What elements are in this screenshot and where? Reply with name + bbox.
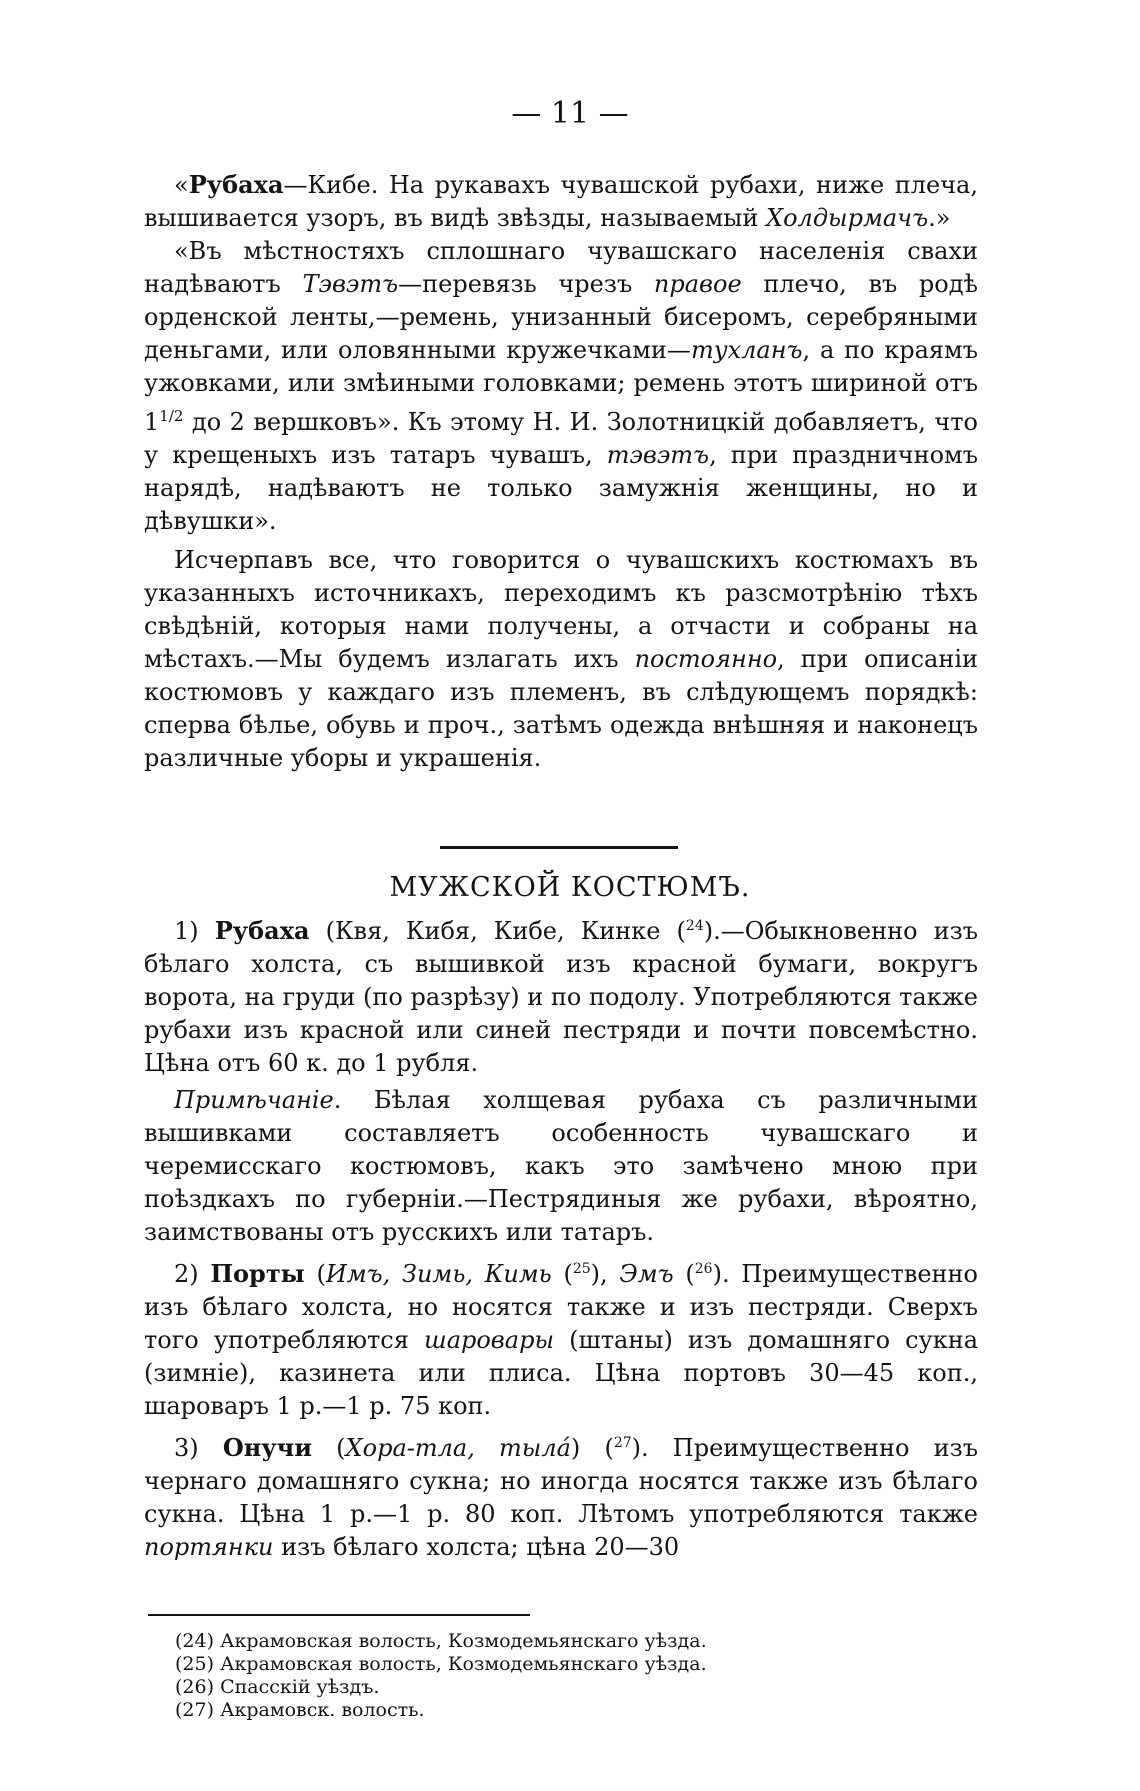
footnotes <box>175 1630 707 1722</box>
footnote: (27) Акрамовск. волость. <box>175 1699 425 1721</box>
footnote: (25) Акрамовская волость, Козмодемьянскаго уѣзда. <box>175 1653 707 1675</box>
note-label: Примѣчаніе <box>174 1086 334 1114</box>
footnote-divider <box>148 1614 530 1616</box>
section-divider <box>440 846 678 849</box>
note-paragraph: Примѣчаніе. Бѣлая холщевая рубаха съ различными вышивками составляетъ особенность чувашскаго и черемисскаго костюмовъ, какъ это замѣчено мною при поѣздкахъ по губерніи.—Пестрядиныя же рубахи, вѣроятно, заимствованы отъ русскихъ или татаръ. <box>144 1086 978 1246</box>
intro-section <box>144 168 978 775</box>
paragraph-tevet-quote: «Въ мѣстностяхъ сплошнаго чувашскаго населенія свахи надѣваютъ Тэвэтъ—перевязь чрезъ правое плечо, въ родѣ орденской ленты,—ремень, унизанный бисеромъ, серебряными деньгами, или оловянными кружечками—тухланъ, а по краямъ ужовками, или змѣиными головками; ремень этотъ шириной отъ $1^{1/2}$ до 2 вершковъ». Къ этому Н. И. Золотницкій добавляетъ, что у крещеныхъ изъ татаръ чувашъ, тэвэтъ, при праздничномъ нарядѣ, надѣваютъ не только замужнія женщины, но и дѣвушки». <box>144 237 978 535</box>
paragraph-rubakha-quote: «Рубаха—Кибе. На рукавахъ чувашской рубахи, ниже плеча, вышивается узоръ, въ видѣ звѣзды, называемый Холдырмачъ.» <box>144 170 978 232</box>
fraction: 1/2 <box>159 407 184 425</box>
footnote: (24) Акрамовская волость, Козмодемьянскаго уѣзда. <box>175 1630 707 1652</box>
item-porty: 2) Порты (Имъ, Зимь, Кимь ($^{25}$), Эмъ ($^{26}$). Преимущественно изъ бѣлаго холста, но носятся также и изъ пестряди. Сверхъ того употребляются шаровары (штаны) изъ домашняго сукна (зимніе), казинета или плиса. Цѣна портовъ 30—45 коп., шароваръ 1 р.—1 р. 75 коп. <box>144 1259 979 1420</box>
item-rubakha: 1) Рубаха (Квя, Кибя, Кибе, Кинке ($^{24}$).—Обыкновенно изъ бѣлаго холста, съ вышивкой изъ красной бумаги, вокругъ ворота, на груди (по разрѣзу) и по подолу. Употребляются также рубахи изъ красной или синей пестряди и почти повсемѣстно. Цѣна отъ 60 к. до 1 рубля. <box>144 916 979 1077</box>
item-onuchi: 3) Онучи (Хора-тла, тылá) ($^{27}$). Преимущественно изъ чернаго домашняго сукна; но иногда носятся также изъ бѣлаго сукна. Цѣна 1 р.—1 р. 80 коп. Лѣтомъ употребляются также портянки изъ бѣлаго холста; цѣна 20—30 <box>144 1433 978 1561</box>
page-number: — 11 — <box>511 96 629 131</box>
section-heading: МУЖСКОЙ КОСТЮМЪ. <box>389 872 751 903</box>
mens-costume-section <box>144 910 978 1564</box>
paragraph-introduction: Исчерпавъ все, что говорится о чувашскихъ костюмахъ въ указанныхъ источникахъ, переходимъ къ разсмотрѣнію тѣхъ свѣдѣній, которыя нами получены, а отчасти и собраны на мѣстахъ.—Мы будемъ излагать ихъ постоянно, при описаніи костюмовъ у каждаго изъ племенъ, въ слѣдующемъ порядкѣ: сперва бѣлье, обувь и проч., затѣмъ одежда внѣшняя и наконецъ различные уборы и украшенія. <box>144 546 979 772</box>
footnote: (26) Спасскій уѣздъ. <box>175 1676 380 1698</box>
term-kholdyrmach: Холдырмачъ <box>766 204 929 232</box>
term-rubakha: Рубаха <box>188 170 284 199</box>
